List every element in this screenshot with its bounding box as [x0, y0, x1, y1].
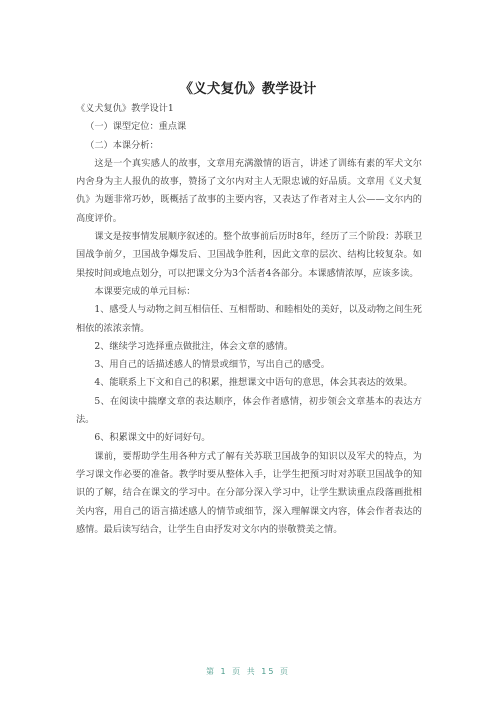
- goal-item: 2、继续学习选择重点做批注，体会文章的感情。: [94, 340, 294, 352]
- section-heading: （一）课型定位：重点课: [85, 121, 187, 133]
- paragraph: 课前，要帮助学生用各种方式了解有关苏联卫国战争的知识以及军犬的特点，为学习课文作必要的准备。教学时要从整体入手，让学生把预习时对苏联卫国战争的知识的了解，结合在课文的学习中。在分部分深入学习中，让学生默读重点段落画批相关内容，用自己的语言描述感人的情节或细节，深入理解课文内容，体会作者表达的感情。最后读写结合，让学生自由抒发对文尔内的崇敬赞美之情。: [76, 450, 422, 535]
- goal-item: 3、用自己的话描述感人的情景或细节，写出自己的感受。: [94, 359, 330, 371]
- goal-item: 1、感受人与动物之间互相信任、互相帮助、和睦相处的美好，以及动物之间生死相依的浓浓亲情。: [76, 304, 422, 334]
- paragraph: 课文是按事情发展顺序叙述的。整个故事前后历时8年，经历了三个阶段：苏联卫国战争前夕，卫国战争爆发后、卫国战争胜利，因此文章的层次、结构比较复杂。如果按时间或地点划分，可以把课文分为3个活者4各部分。本课感情浓厚，应该多读。: [76, 231, 422, 279]
- goal-item: 6、积累课文中的好词好句。: [94, 432, 211, 444]
- document-body: [76, 100, 422, 539]
- document-title: 《义犬复仇》教学设计: [179, 81, 317, 97]
- page-number-footer: 第 1 页 共 15 页: [206, 667, 290, 676]
- paragraph: 这是一个真实感人的故事，文章用充满激情的语言，讲述了训练有素的军犬文尔内舍身为主人报仇的故事，赞扬了文尔内对主人无限忠诚的好品质。文章用《义犬复仇》为题非常巧妙，既概括了故事的主要内容，又表达了作者对主人公——文尔内的高度评价。: [76, 157, 422, 224]
- paragraph: 本课要完成的单元目标：: [94, 285, 196, 297]
- goal-item: 4、能联系上下文和自己的积累，推想课文中语句的意思，体会其表达的效果。: [94, 377, 413, 389]
- goal-item: 5、在阅读中揣摩文章的表达顺序，体会作者感情，初步领会文章基本的表达方法。: [76, 395, 422, 426]
- doc-subtitle: 《义犬复仇》教学设计1: [76, 103, 174, 114]
- section-heading: （二）本课分析：: [85, 139, 159, 151]
